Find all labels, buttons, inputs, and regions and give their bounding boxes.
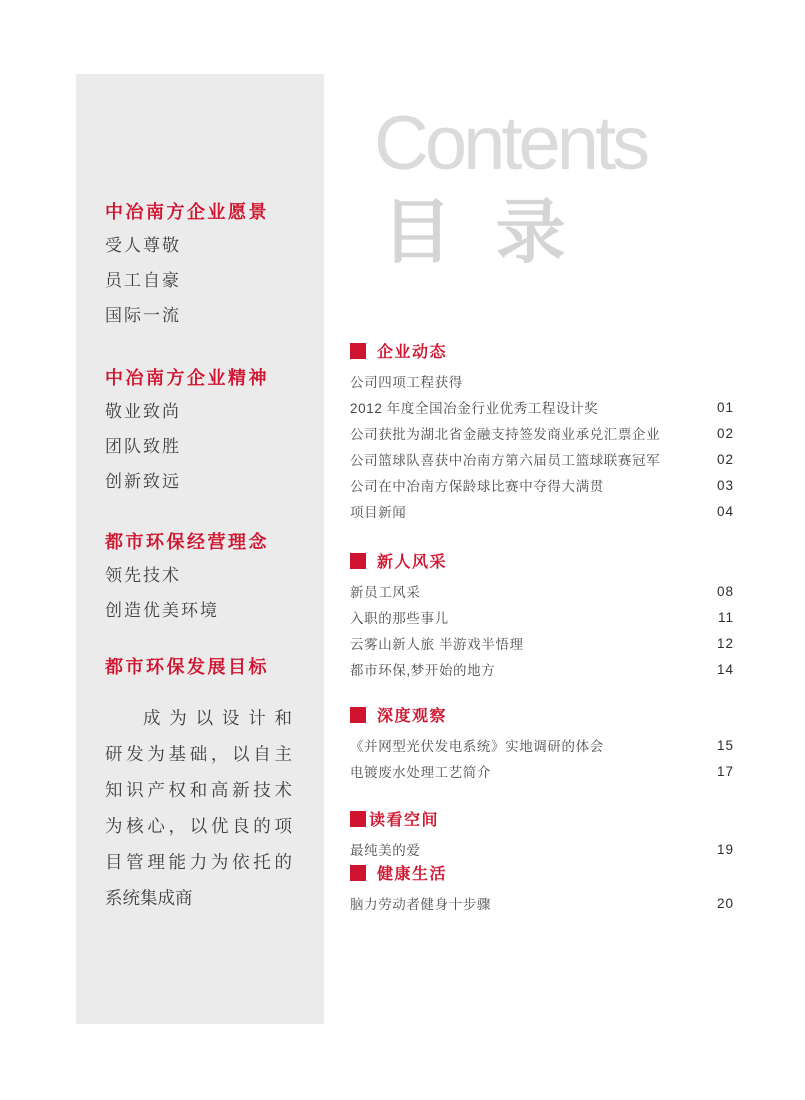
paragraph-line: 为核心，以优良的项	[105, 816, 292, 836]
toc-entry-title: 项目新闻	[350, 505, 407, 520]
sidebar-item: 创新致远	[105, 472, 181, 491]
contents-title-en: Contents	[374, 101, 647, 186]
toc-section-company-news	[350, 342, 734, 524]
toc-entry	[350, 472, 734, 498]
sidebar-group-vision	[105, 202, 324, 326]
toc-entry	[350, 890, 734, 916]
toc-entry-title: 脑力劳动者健身十步骤	[350, 897, 491, 912]
toc-entry	[350, 758, 734, 784]
toc-entry-page: 17	[716, 763, 734, 779]
section-title: 深度观察	[377, 708, 448, 725]
toc-section-healthy-life	[350, 864, 734, 916]
toc-entry	[350, 394, 734, 420]
toc-entry	[350, 498, 734, 524]
sidebar-group-spirit	[105, 368, 324, 492]
toc-entry	[350, 578, 734, 604]
toc-entry-title: 公司在中冶南方保龄球比赛中夺得大满贯	[350, 479, 604, 494]
sidebar-heading: 都市环保发展目标	[105, 657, 269, 677]
toc-entry-page: 01	[716, 399, 734, 415]
sidebar-item: 受人尊敬	[105, 236, 181, 255]
toc-entry	[350, 836, 734, 862]
toc-entry	[350, 604, 734, 630]
toc-entry	[350, 732, 734, 758]
section-bullet-icon	[350, 707, 366, 723]
section-heading	[350, 810, 734, 827]
sidebar-group-philosophy	[105, 532, 324, 621]
toc-entry-title: 电镀废水处理工艺简介	[350, 765, 491, 780]
sidebar-heading: 中冶南方企业愿景	[105, 202, 269, 222]
paragraph-line: 研发为基础，以自主	[105, 744, 292, 764]
toc-entry	[350, 446, 734, 472]
toc-entry-title: 《并网型光伏发电系统》实地调研的体会	[350, 739, 604, 754]
sidebar-item: 国际一流	[105, 306, 181, 325]
toc-entry-page: 14	[716, 661, 734, 677]
toc-entry-page: 19	[716, 841, 734, 857]
section-title: 企业动态	[377, 344, 448, 361]
sidebar-heading: 中冶南方企业精神	[105, 368, 269, 388]
toc-entry-page: 12	[716, 635, 734, 651]
toc-entry-title: 公司篮球队喜获中冶南方第六届员工篮球联赛冠军	[350, 453, 661, 468]
toc-entry	[350, 420, 734, 446]
sidebar-goal-paragraph	[105, 700, 292, 916]
toc-entry-page: 04	[716, 503, 734, 519]
section-heading	[350, 864, 734, 881]
section-title: 健康生活	[377, 866, 448, 883]
section-heading	[350, 342, 734, 359]
toc-entry-title: 新员工风采	[350, 585, 421, 600]
toc-entry-page: 11	[717, 609, 734, 625]
section-bullet-icon	[350, 811, 366, 827]
toc-section-in-depth	[350, 706, 734, 784]
sidebar-item: 领先技术	[105, 566, 181, 585]
toc-entry-title: 2012 年度全国冶金行业优秀工程设计奖	[350, 401, 599, 416]
paragraph-line: 知识产权和高新技术	[105, 780, 292, 800]
toc-entry-page: 03	[716, 477, 734, 493]
toc-entry	[350, 368, 734, 394]
toc-entry-title: 公司获批为湖北省金融支持签发商业承兑汇票企业	[350, 427, 661, 442]
toc-entry-page: 02	[716, 451, 734, 467]
toc-entry-title: 最纯美的爱	[350, 843, 421, 858]
section-bullet-icon	[350, 865, 366, 881]
sidebar-heading: 都市环保经营理念	[105, 532, 269, 552]
section-title: 读看空间	[369, 812, 440, 829]
toc-entry-page: 20	[716, 895, 734, 911]
sidebar-item: 创造优美环境	[105, 601, 219, 620]
toc-entry-title: 公司四项工程获得	[350, 375, 463, 390]
paragraph-line: 系统集成商	[105, 888, 193, 908]
toc-entry-title: 都市环保,梦开始的地方	[350, 663, 496, 678]
toc-entry-title: 云雾山新人旅 半游戏半悟理	[350, 637, 524, 652]
toc-entry	[350, 656, 734, 682]
sidebar-item: 敬业致尚	[105, 402, 181, 421]
section-heading	[350, 706, 734, 723]
contents-title-cn: 目 录	[382, 195, 566, 272]
sidebar-group-goal	[105, 657, 324, 916]
section-bullet-icon	[350, 553, 366, 569]
toc-entry-title: 入职的那些事儿	[350, 611, 449, 626]
company-values-sidebar	[76, 74, 324, 1024]
toc-section-reading	[350, 810, 734, 862]
sidebar-item: 员工自豪	[105, 271, 181, 290]
toc-section-new-staff	[350, 552, 734, 682]
toc-entry	[350, 630, 734, 656]
paragraph-line: 成为以设计和	[143, 708, 292, 728]
section-title: 新人风采	[377, 554, 448, 571]
section-bullet-icon	[350, 343, 366, 359]
table-of-contents	[350, 342, 734, 916]
paragraph-line: 目管理能力为依托的	[105, 852, 292, 872]
toc-entry-page: 08	[716, 583, 734, 599]
sidebar-item: 团队致胜	[105, 437, 181, 456]
section-heading	[350, 552, 734, 569]
toc-entry-page: 02	[716, 425, 734, 441]
toc-entry-page: 15	[716, 737, 734, 753]
